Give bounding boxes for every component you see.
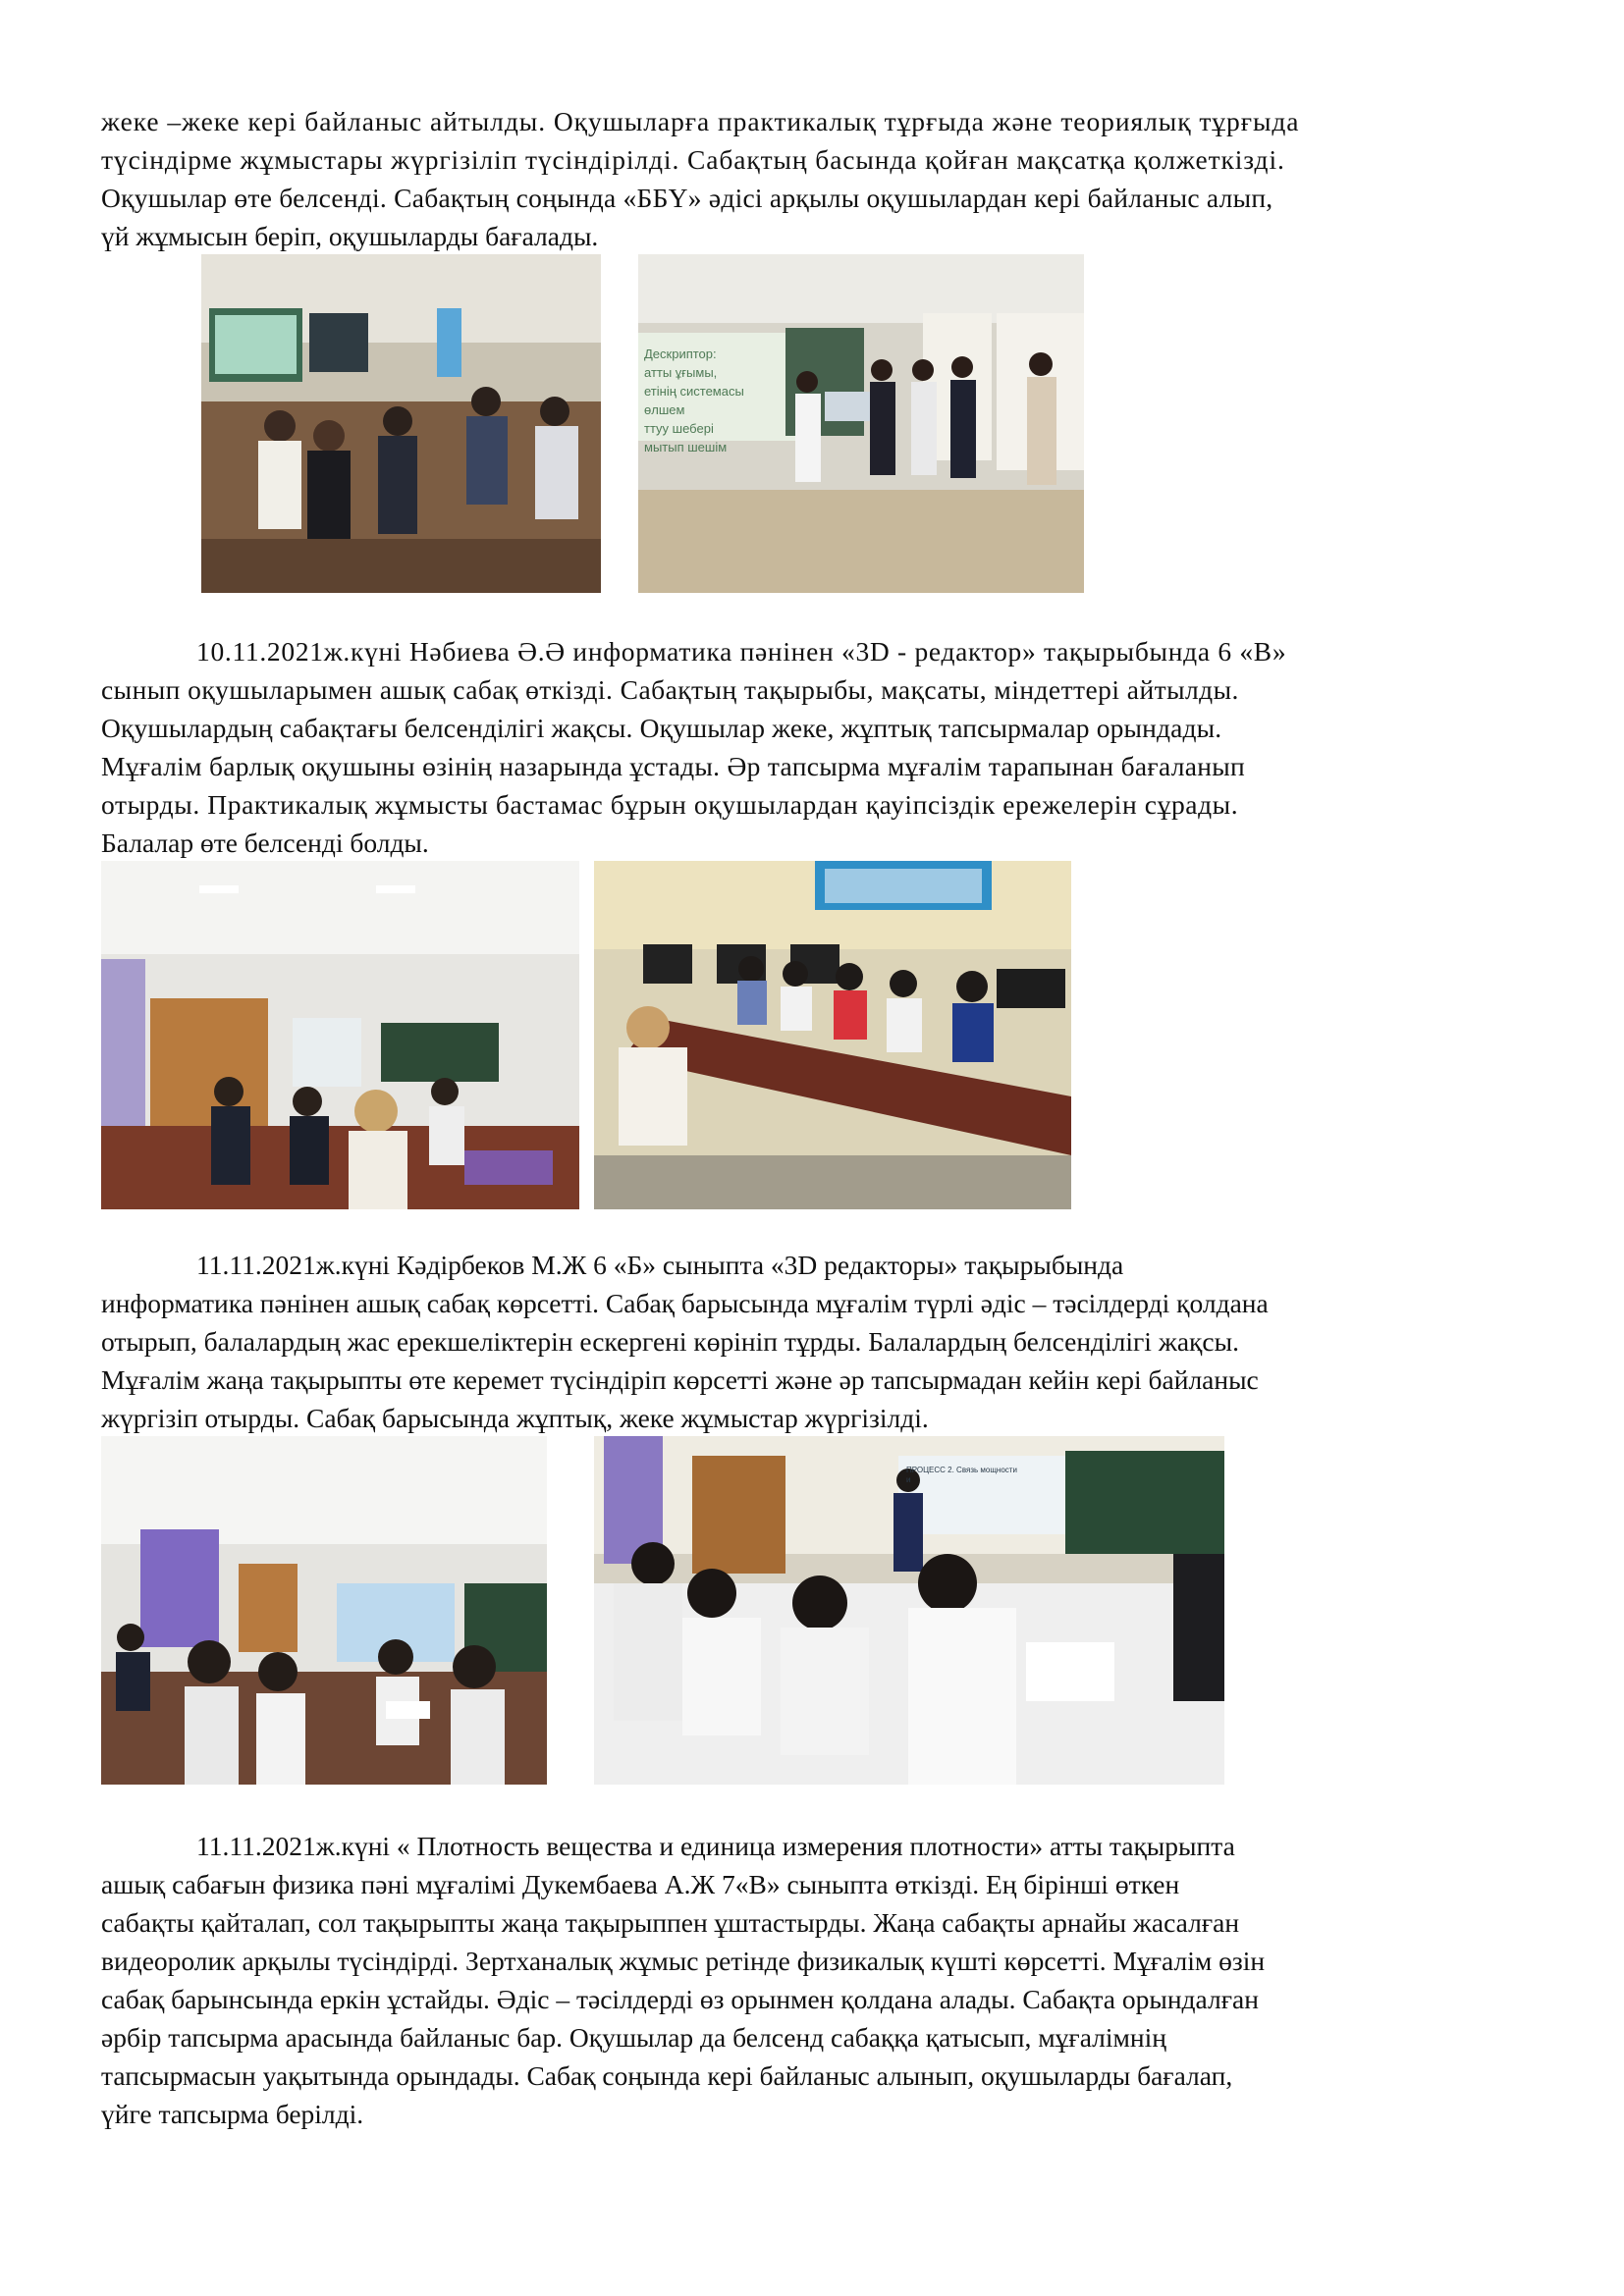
text-line: 10.11.2021ж.күні Нәбиева Ә.Ә информатика пәнінен «3D - редактор» тақырыбында 6 «В»: [196, 636, 1287, 667]
projected-slide-text: [644, 345, 782, 456]
text-line: 11.11.2021ж.күні Кәдірбеков М.Ж 6 «Б» сыныпта «3D редакторы» тақырыбында: [196, 1250, 1124, 1280]
text-line: сабақ барынсында еркін ұстайды. Әдіс – тәсілдерді өз орынмен қолдана алады. Сабақта орындалған: [101, 1984, 1259, 2014]
slide-line: ттуу шебері: [644, 421, 714, 436]
paragraph-kadirbekov-lesson: [101, 1246, 1533, 1437]
text-line: Мұғалім жаңа тақырыпты өте керемет түсіндіріп көрсетті және әр тапсырмадан кейін кері байланыс: [101, 1364, 1259, 1395]
slide-line: етінің системасы: [644, 384, 744, 399]
text-line: жүргізіп отырды. Сабақ барысында жұптық, жеке жұмыстар жүргізілді.: [101, 1403, 929, 1433]
slide-line: Дескриптор:: [644, 347, 717, 361]
text-line: сабақты қайталап, сол тақырыпты жаңа тақырыппен ұштастырды. Жаңа сабақты арнайы жасалған: [101, 1907, 1240, 1938]
text-line: Балалар өте белсенді болды.: [101, 828, 429, 858]
text-line: әрбір тапсырма арасында байланыс бар. Оқушылар да белсенд сабаққа қатысып, мұғалімнің: [101, 2022, 1166, 2053]
classroom-photo-1: [201, 254, 601, 593]
text-line: сынып оқушыларымен ашық сабақ өткізді. Сабақтың тақырыбы, мақсаты, міндеттері айтылды.: [101, 674, 1239, 705]
text-line: Оқушылардың сабақтағы белсенділігі жақсы. Оқушылар жеке, жұптық тапсырмалар орындады.: [101, 713, 1222, 743]
text-line: отырды. Практикалық жұмысты бастамас бұрын оқушылардан қауіпсіздік ережелерін сұрады.: [101, 789, 1239, 820]
classroom-photo-5: [101, 1436, 547, 1785]
text-line: үй жұмысын беріп, оқушыларды бағалады.: [101, 221, 599, 251]
paragraph-nabieva-lesson: [101, 632, 1533, 862]
text-line: видеоролик арқылы түсіндірді. Зертханалық жұмыс ретінде физикалық күшті көрсетті. Мұғалім өзін: [101, 1946, 1266, 1976]
text-line: жеке –жеке кері байланыс айтылды. Оқушыларға практикалық тұрғыда және теориялық тұрғыда: [101, 106, 1300, 136]
slide-line: өлшем: [644, 402, 685, 417]
text-line: ашық сабағын физика пәні мұғалімі Дукембаева А.Ж 7«В» сыныпта өткізді. Ең бірінші өткен: [101, 1869, 1180, 1899]
text-line: тапсырмасын уақытында орындады. Сабақ соңында кері байланыс алынып, оқушыларды бағалап,: [101, 2060, 1233, 2091]
classroom-photo-2: [638, 254, 1084, 593]
text-line: үйге тапсырма берілді.: [101, 2099, 364, 2129]
text-line: Оқушылар өте белсенді. Сабақтың соңында «ББҮ» әдісі арқылы оқушылардан кері байланыс алып,: [101, 183, 1273, 213]
paragraph-dukembaeva-lesson: [101, 1827, 1533, 2133]
classroom-photo-3: [101, 861, 579, 1209]
classroom-photo-6: [594, 1436, 1224, 1785]
text-line: информатика пәнінен ашық сабақ көрсетті. Сабақ барысында мұғалім түрлі әдіс – тәсілдерді қолдана: [101, 1288, 1269, 1318]
text-line: Мұғалім барлық оқушыны өзінің назарында ұстады. Әр тапсырма мұғалім тарапынан бағаланып: [101, 751, 1246, 781]
text-line: түсіндірме жұмыстары жүргізіліп түсіндірілді. Сабақтың басында қойған мақсатқа қолжеткізді.: [101, 144, 1285, 175]
slide-line: и: [906, 1475, 911, 1484]
slide-line: атты ұғымы,: [644, 365, 718, 380]
slide-line: ПРОЦЕСС 2. Связь мощности: [906, 1466, 1017, 1474]
paragraph-feedback-summary: [101, 102, 1533, 255]
slide-line: мытып шешім: [644, 440, 728, 454]
projected-slide-text: [906, 1466, 1058, 1485]
text-line: 11.11.2021ж.күні « Плотность вещества и единица измерения плотности» атты тақырыпта: [196, 1831, 1235, 1861]
classroom-photo-4: [594, 861, 1071, 1209]
text-line: отырып, балалардың жас ерекшеліктерін ескергені көрініп тұрды. Балалардың белсенділігі жақсы.: [101, 1326, 1239, 1357]
